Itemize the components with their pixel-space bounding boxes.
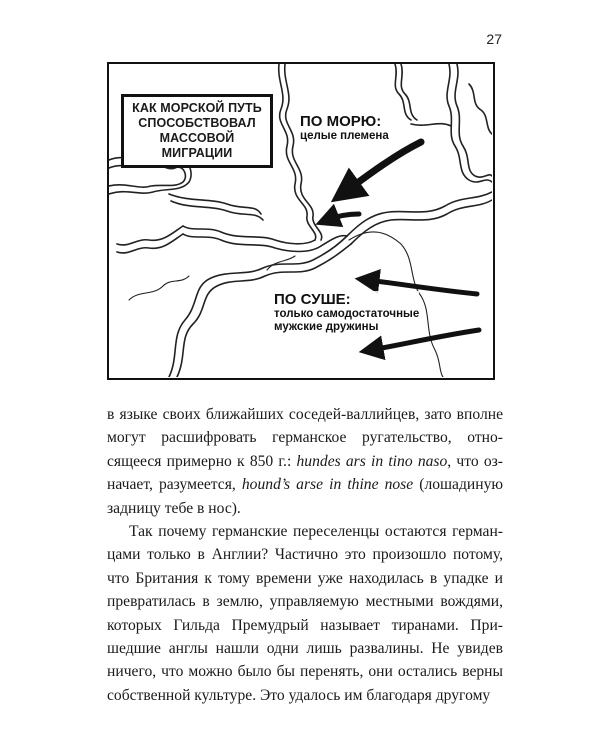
- migration-map-figure: [107, 62, 495, 380]
- sea-route-heading: ПО МОРЮ:: [300, 113, 382, 130]
- paragraph-1-part-1: в языке своих ближайших соседей-валлийцев, зато вполне могут расшифровать германское ругательство, относящееся примерно к 850 г.:: [107, 406, 503, 470]
- land-route-label: [274, 291, 419, 334]
- map-title-box: КАК МОРСКОЙ ПУТЬ СПОСОБСТВОВАЛ МАССОВОЙ МИГРАЦИИ: [121, 94, 273, 168]
- sea-route-label: [300, 113, 389, 143]
- page-number: 27: [486, 31, 502, 47]
- sea-arrow-long: [345, 142, 421, 192]
- english-translation-quote: hound’s arse in thine nose: [241, 476, 414, 494]
- paragraph-1: [107, 403, 503, 520]
- paragraph-2: Так почему германские переселенцы остаются германцами только в Англии? Частично это произошло потому, что Британия к тому времени уже находилась в упадке и превратилась в землю, управляемую местными вождями, которых Гильда Премудрый называет тиранами. Пришедшие англы нашли одни лишь развалины. Не увидев ничего, что можно было бы перенять, они остались верны собственной культуре. Это удалось им благодаря другому: [107, 523, 503, 704]
- paragraph-1-part-2: , что означает, разумеется,: [107, 452, 503, 494]
- scandinavia-coastline: [395, 64, 492, 182]
- sea-route-caption: целые племена: [300, 130, 389, 142]
- paragraph-1-part-3: (лошадиную задницу тебе в нос).: [107, 476, 504, 517]
- german-curse-quote: hundes ars in tino naso: [296, 452, 448, 470]
- land-route-heading: ПО СУШЕ:: [274, 291, 351, 308]
- land-route-caption: только самодостаточные мужские дружины: [274, 308, 420, 333]
- body-text: [107, 403, 503, 707]
- sea-arrow-short: [327, 214, 359, 220]
- sea-route-arrows: [327, 142, 421, 220]
